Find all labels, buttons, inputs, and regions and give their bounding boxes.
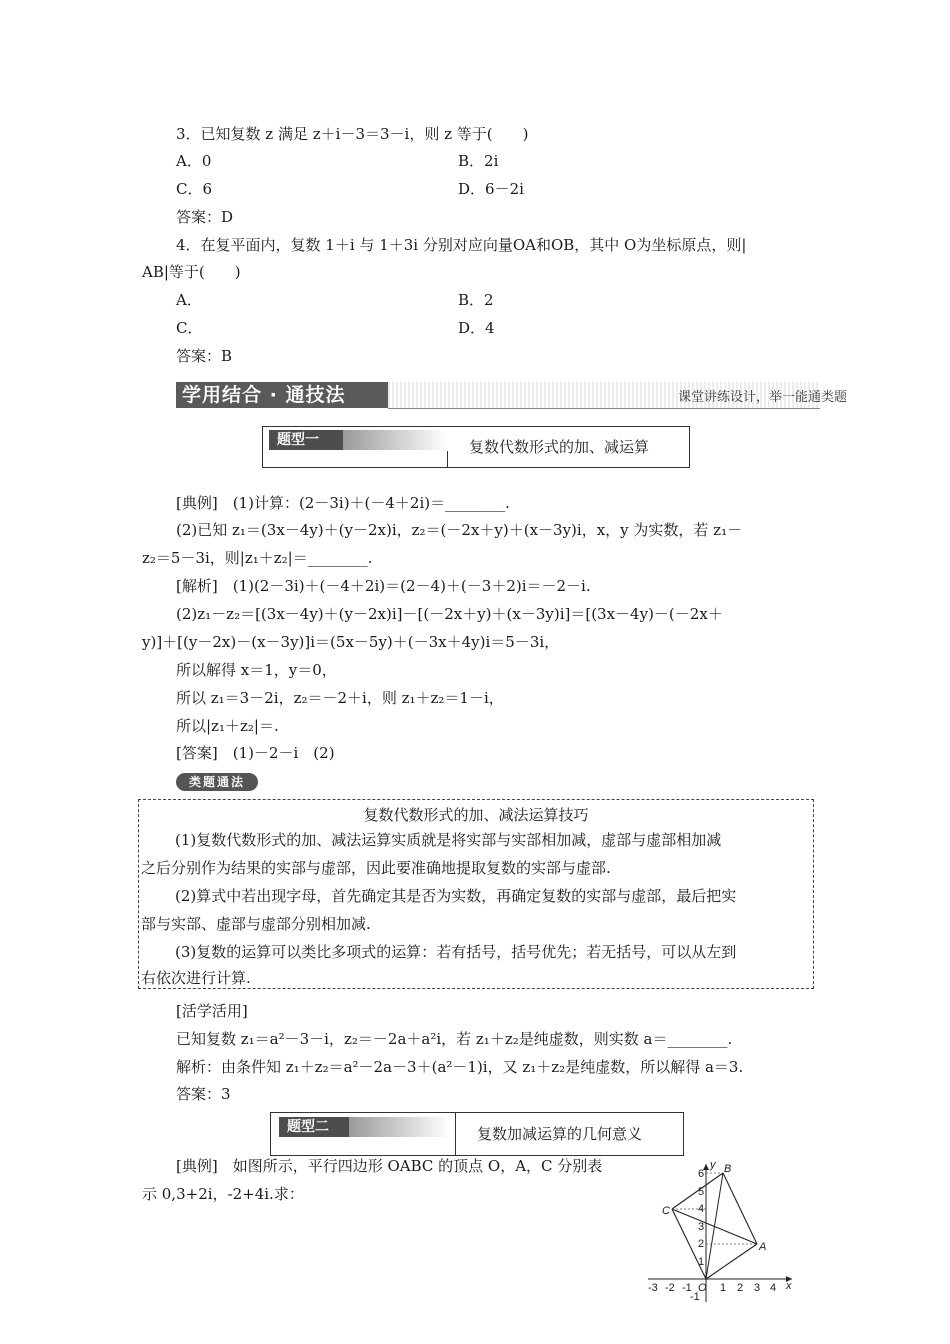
q3-option-c: C．6 — [176, 180, 213, 198]
x-tick-m2: -2 — [665, 1282, 675, 1294]
q3-option-a: A．0 — [176, 152, 212, 170]
type2-tag: 题型二 — [279, 1117, 349, 1137]
type1-divider — [447, 451, 448, 467]
banner-subtitle: 课堂讲练设计，举一能通类题 — [678, 390, 848, 405]
example1-line8: 所以 z₁＝3－2i，z₂＝－2＋i，则 z₁＋z₂＝1－i， — [176, 689, 504, 707]
segment-AB — [723, 1173, 757, 1244]
q3-stem: 3．已知复数 z 满足 z＋i－3＝3－i，则 z 等于( ) — [176, 125, 529, 143]
type1-header-box — [262, 426, 690, 468]
parallelogram-figure — [640, 1156, 800, 1306]
q4-option-a: A． — [176, 291, 202, 309]
point-C-label: C — [662, 1205, 670, 1217]
method-p1-line1: (1)复数代数形式的加、减法运算实质就是将实部与实部相加减，虚部与虚部相加减 — [175, 831, 722, 849]
method-p1-line2: 之后分别作为结果的实部与虚部，因此要准确地提取复数的实部与虚部. — [141, 859, 611, 877]
x-tick-4: 4 — [770, 1282, 777, 1294]
example1-line3: z₂＝5－3i，则|z₁＋z₂|＝________. — [142, 549, 373, 567]
origin-label: O — [698, 1282, 707, 1294]
type1-title: 复数代数形式的加、减运算 — [469, 438, 650, 456]
y-tick-4: 4 — [698, 1203, 705, 1215]
section-banner — [176, 382, 848, 408]
method-box — [138, 799, 814, 989]
q4-answer: 答案：B — [176, 347, 233, 365]
x-tick-1: 1 — [720, 1282, 727, 1294]
example1-line5: (2)z₁－z₂＝[(3x－4y)＋(y－2x)i]－[(－2x＋y)＋(x－3y)i]＝[(3x－4y)－(－2x＋ — [176, 605, 723, 623]
practice-head: [活学活用] — [176, 1002, 248, 1020]
type2-divider — [455, 1113, 456, 1155]
type2-tag-fade — [349, 1117, 449, 1137]
q3-option-b: B．2i — [458, 152, 499, 170]
example1-answer: [答案] (1)－2－i (2) — [176, 744, 335, 762]
example1-line7: 所以解得 x＝1，y＝0， — [176, 661, 337, 679]
q4-stem-line2: AB|等于( ) — [142, 263, 241, 281]
method-p3-line1: (3)复数的运算可以类比多项式的运算：若有括号，括号优先；若无括号，可以从左到 — [175, 943, 737, 961]
type2-title: 复数加减运算的几何意义 — [477, 1125, 643, 1143]
x-axis-label: x — [786, 1280, 792, 1292]
practice-answer: 答案：3 — [176, 1085, 231, 1103]
example2-line2: 示 0,3+2i，-2+4i.求： — [142, 1185, 304, 1203]
example1-line4: [解析] (1)(2－3i)＋(－4＋2i)＝(2－4)＋(－3＋2)i＝－2－i. — [176, 577, 591, 595]
banner-stripe — [388, 382, 848, 409]
y-tick-1: 1 — [698, 1256, 705, 1268]
y-tick-5: 5 — [698, 1186, 705, 1198]
type1-tag: 题型一 — [269, 430, 343, 450]
q4-option-b: B．2 — [458, 291, 494, 309]
y-tick-3: 3 — [698, 1221, 705, 1233]
y-axis-label: y — [710, 1159, 716, 1171]
q4-option-d: D．4 — [458, 319, 495, 337]
banner-title: 学用结合 · 通技法 — [176, 382, 388, 408]
point-A-label: A — [759, 1241, 767, 1253]
y-tick-6: 6 — [698, 1168, 705, 1180]
x-tick-m3: -3 — [648, 1282, 658, 1294]
method-p2-line1: (2)算式中若出现字母，首先确定其是否为实数，再确定复数的实部与虚部，最后把实 — [175, 887, 737, 905]
practice-line2: 解析：由条件知 z₁＋z₂＝a²－2a－3＋(a²－1)i，又 z₁＋z₂是纯虚数，所以解得 a＝3. — [176, 1058, 744, 1076]
x-tick-3: 3 — [754, 1282, 761, 1294]
point-B-label: B — [724, 1163, 732, 1175]
y-tick-2: 2 — [698, 1238, 705, 1250]
type1-tag-fade — [343, 430, 447, 450]
y-tick-m1: -1 — [690, 1291, 700, 1303]
method-p3-line2: 右依次进行计算. — [141, 969, 251, 987]
example2-line1: [典例] 如图所示，平行四边形 OABC 的顶点 O，A，C 分别表 — [176, 1157, 603, 1175]
q4-option-c: C． — [176, 319, 203, 337]
example1-line1: [典例] (1)计算：(2－3i)＋(－4＋2i)＝________. — [176, 494, 510, 512]
x-tick-2: 2 — [737, 1282, 744, 1294]
practice-line1: 已知复数 z₁＝a²－3－i，z₂＝－2a＋a²i，若 z₁＋z₂是纯虚数，则实数 a＝________. — [176, 1030, 733, 1048]
q3-answer: 答案：D — [176, 208, 234, 226]
example1-line6: y)]＋[(y－2x)－(x－3y)]i＝(5x－5y)＋(－3x＋4y)i＝5－3i， — [142, 633, 560, 651]
q3-option-d: D．6－2i — [458, 180, 524, 198]
q4-stem-line1: 4．在复平面内，复数 1＋i 与 1＋3i 分别对应向量OA和OB，其中 O为坐标原点，则| — [176, 236, 747, 254]
method-title: 复数代数形式的加、减法运算技巧 — [363, 806, 589, 824]
method-pill: 类题通法 — [176, 773, 258, 791]
method-p2-line2: 部与实部、虚部与虚部分别相加减. — [141, 915, 371, 933]
example1-line9: 所以|z₁＋z₂|＝. — [176, 717, 279, 735]
segment-OA — [706, 1244, 757, 1279]
diagonal-CA — [672, 1209, 757, 1244]
x-tick-m1: -1 — [682, 1282, 692, 1294]
example1-line2: (2)已知 z₁＝(3x－4y)＋(y－2x)i，z₂＝(－2x＋y)＋(x－3y)i，x，y 为实数，若 z₁－ — [176, 521, 743, 539]
type2-header-box — [270, 1112, 684, 1156]
